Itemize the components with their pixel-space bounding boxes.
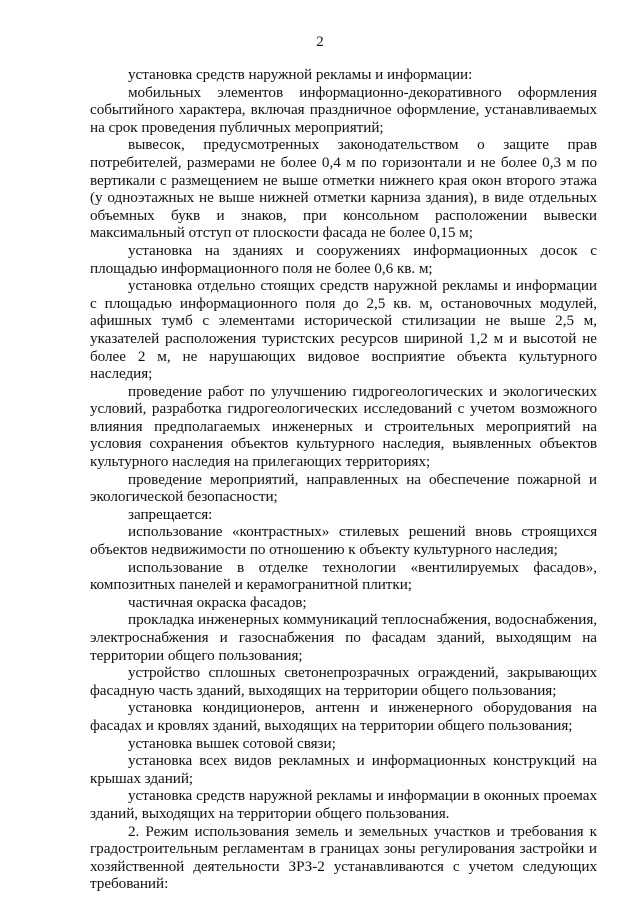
paragraph: установка средств наружной рекламы и информации в оконных проемах зданий, выходящих на территории общего пользования. [90,787,597,822]
paragraph: проведение работ по улучшению гидрогеологических и экологических условий, разработка гидрогеологических исследований с учетом возможного влияния предполагаемых инженерных и строительных мероприятий на условия сохранения объектов культурного наследия, выявленных объектов культурного наследия на прилегающих территориях; [90,382,597,471]
paragraph: использование «контрастных» стилевых решений вновь строящихся объектов недвижимости по отношению к объекту культурного наследия; [90,523,597,559]
paragraph: установка на зданиях и сооружениях информационных досок с площадью информационного поля не более 0,6 кв. м; [90,241,597,277]
paragraph: мобильных элементов информационно-декоративного оформления событийного характера, включая праздничное оформление, устанавливаемых на срок проведения публичных мероприятий; [90,83,597,136]
paragraph: запрещается: [128,505,213,523]
paragraph: устройство сплошных светонепрозрачных ограждений, закрывающих фасадную часть зданий, выходящих на территории общего пользования; [90,664,597,699]
paragraph: установка средств наружной рекламы и информации: [128,66,473,83]
body-text [90,66,597,893]
paragraph: установка всех видов рекламных и информационных конструкций на крышах зданий; [90,752,597,787]
paragraph: 2. Режим использования земель и земельных участков и требования к градостроительным регламентам в границах зоны регулирования застройки и хозяйственной деятельности ЗРЗ-2 устанавливаются с учетом следующих требований: [90,822,597,893]
paragraph: прокладка инженерных коммуникаций теплоснабжения, водоснабжения, электроснабжения и газоснабжения по фасадам зданий, выходящим на территории общего пользования; [90,611,597,664]
page-number: 2 [316,34,324,50]
paragraph: установка кондиционеров, антенн и инженерного оборудования на фасадах и кровлях зданий, выходящих на территории общего пользования; [90,699,597,734]
paragraph: использование в отделке технологии «вентилируемых фасадов», композитных панелей и керамогранитной плитки; [90,558,597,594]
paragraph: проведение мероприятий, направленных на обеспечение пожарной и экологической безопасности; [90,470,597,506]
paragraph: установка вышек сотовой связи; [128,734,336,752]
paragraph: вывесок, предусмотренных законодательством о защите прав потребителей, размерами не более 0,4 м по горизонтали и не более 0,3 м по вертикали с размещением не выше отметки нижнего края окон второго этажа (у одноэтажных не выше нижней отметки карниза здания), в виде отдельных объемных букв и знаков, при консольном расположении вывески максимальный отступ от плоскости фасада не более 0,15 м; [90,136,597,242]
paragraph: установка отдельно стоящих средств наружной рекламы и информации с площадью информационного поля до 2,5 кв. м, остановочных модулей, афишных тумб с элементами исторической стилизации не выше 2,5 м, указателей расположения туристских ресурсов шириной 1,2 м и высотой не более 2 м, не нарушающих видовое восприятие объекта культурного наследия; [90,277,597,383]
paragraph: частичная окраска фасадов; [128,593,307,611]
